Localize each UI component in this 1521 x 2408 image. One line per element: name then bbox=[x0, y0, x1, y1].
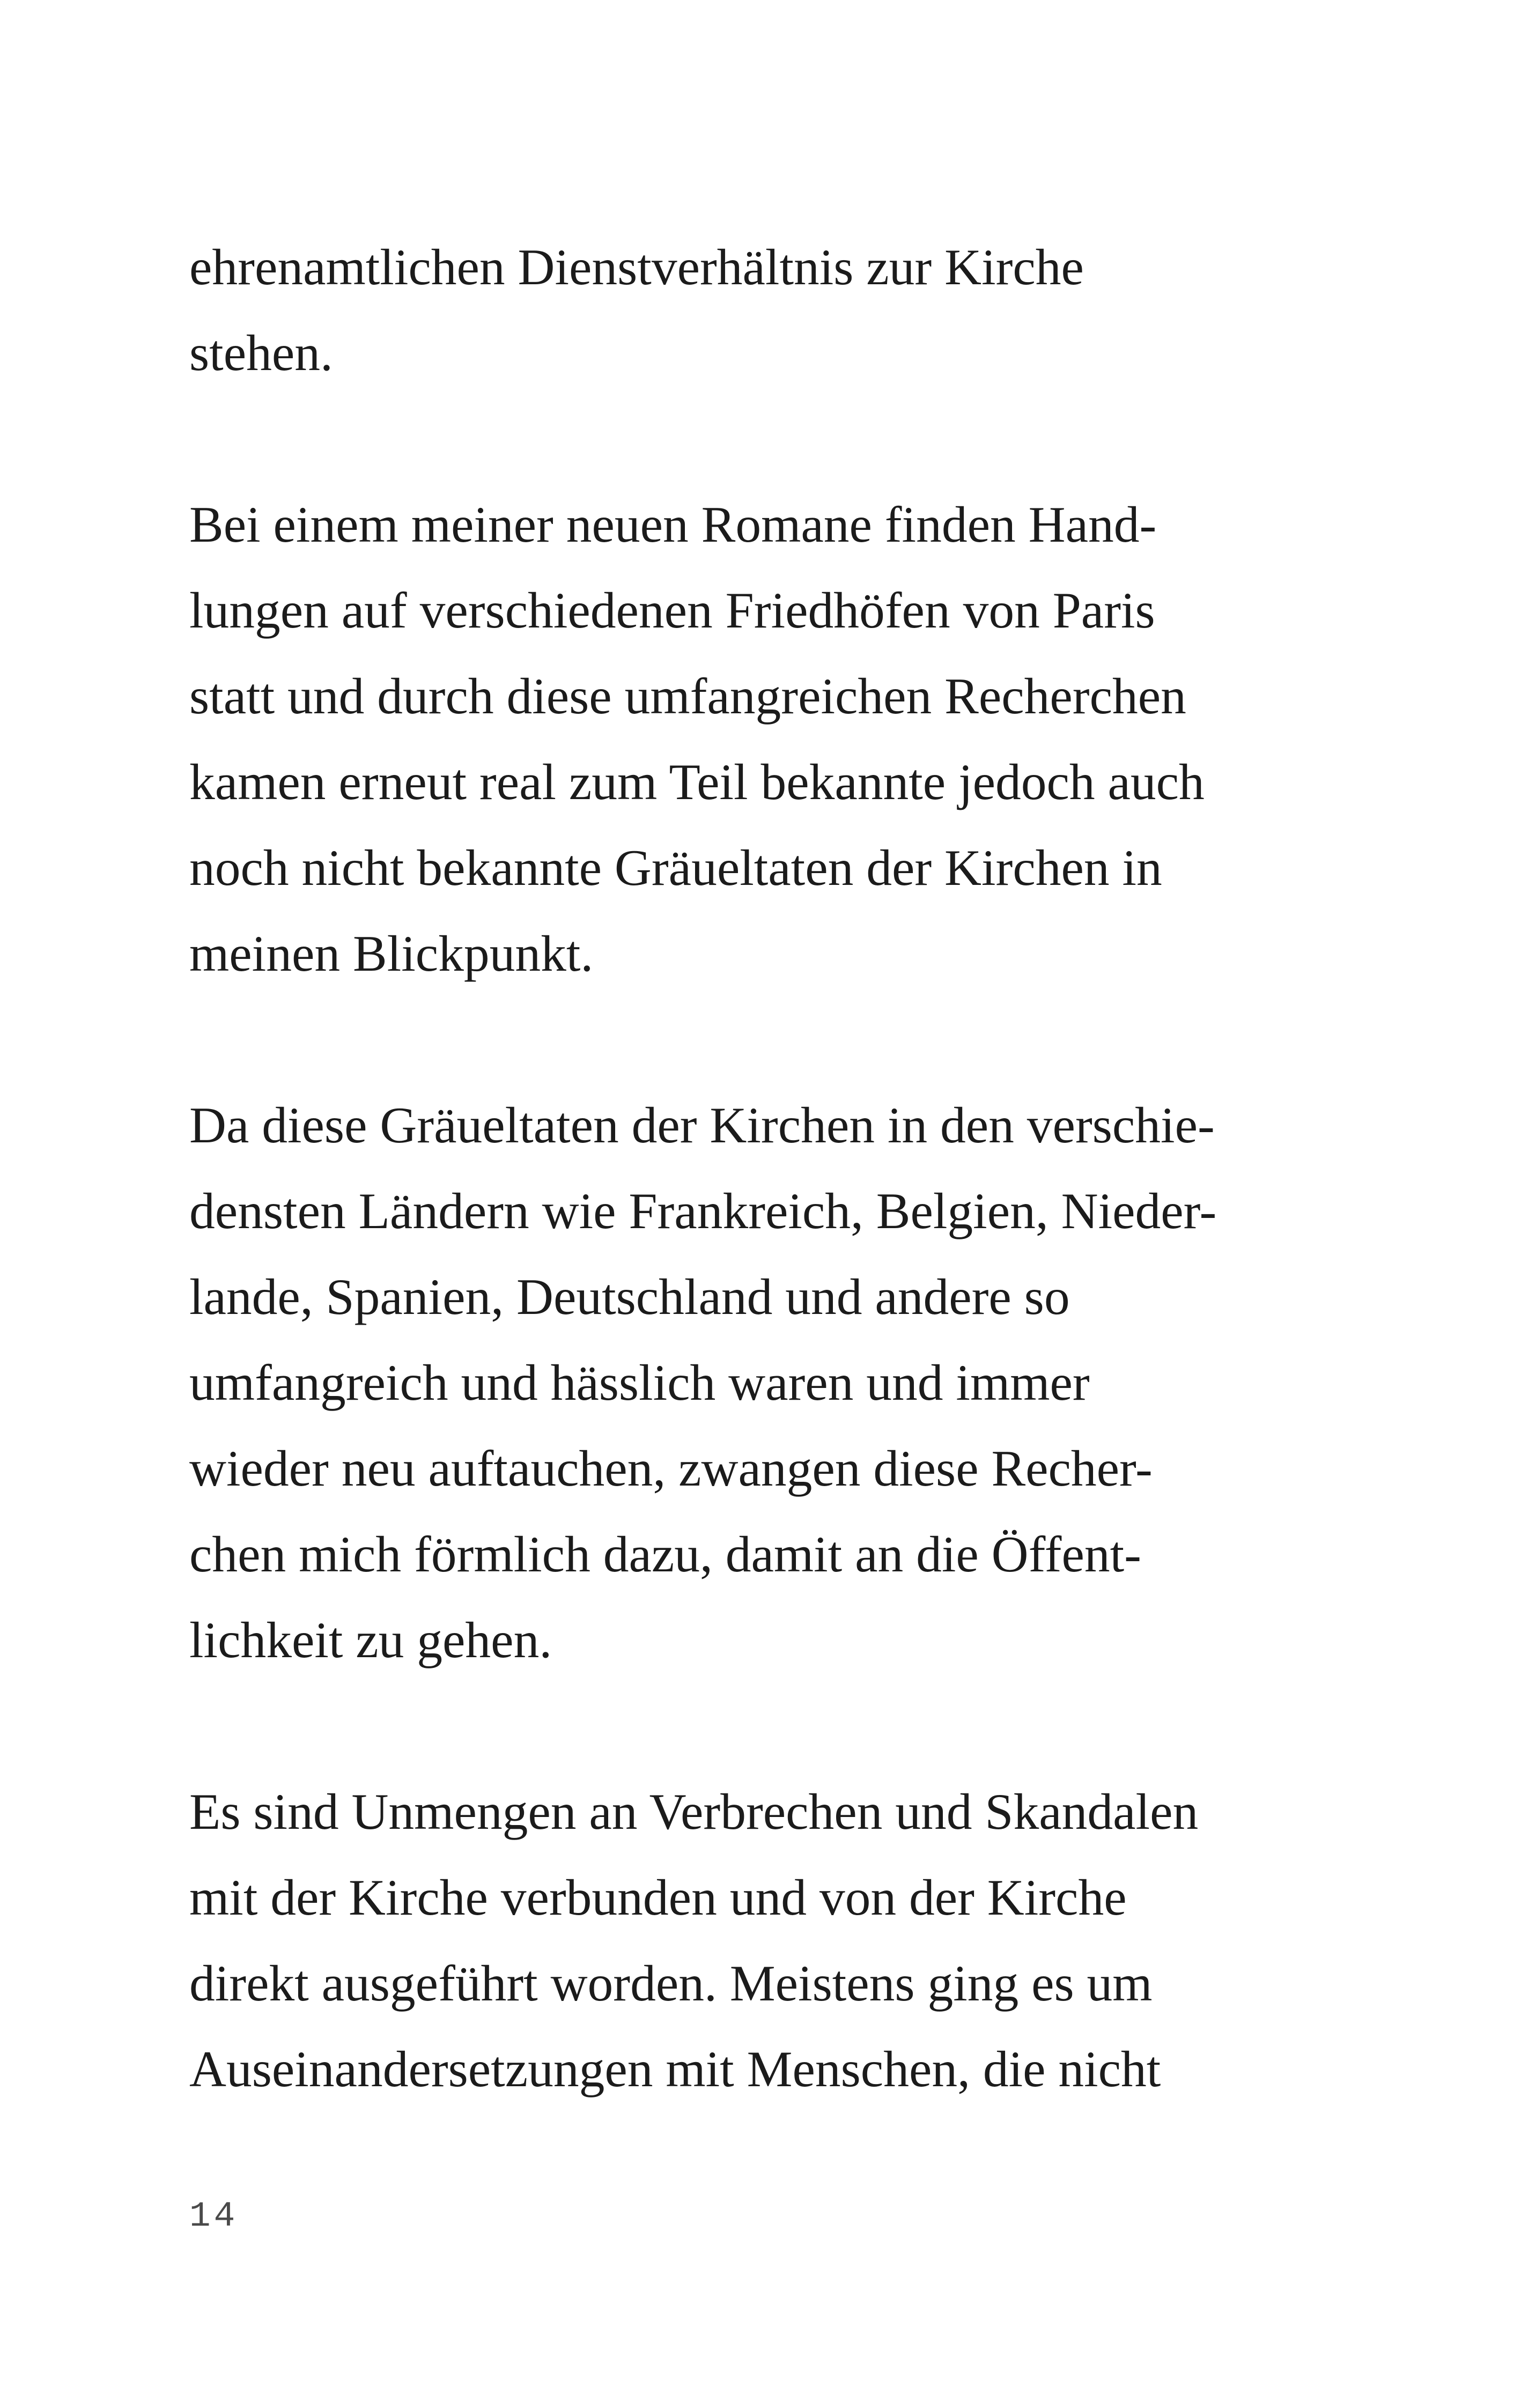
text-line: Da diese Gräueltaten der Kirchen in den verschie- bbox=[189, 1097, 1215, 1154]
paragraph bbox=[189, 1082, 1294, 1683]
paragraph bbox=[189, 482, 1294, 996]
text-line: Es sind Unmengen an Verbrechen und Skandalen bbox=[189, 1783, 1199, 1840]
text-line: mit der Kirche verbunden und von der Kirche bbox=[189, 1869, 1127, 1926]
paragraph-gap bbox=[189, 996, 1294, 1082]
text-line: densten Ländern wie Frankreich, Belgien, Nieder- bbox=[189, 1183, 1217, 1239]
text-line: Bei einem meiner neuen Romane finden Hand- bbox=[189, 496, 1157, 553]
text-line: lichkeit zu gehen. bbox=[189, 1612, 552, 1668]
text-line: chen mich förmlich dazu, damit an die Öffent- bbox=[189, 1526, 1141, 1583]
text-line: direkt ausgeführt worden. Meistens ging es um bbox=[189, 1955, 1153, 2012]
text-line: noch nicht bekannte Gräueltaten der Kirchen in bbox=[189, 839, 1162, 896]
paragraph-gap bbox=[189, 396, 1294, 482]
page-number: 14 bbox=[189, 2196, 239, 2236]
text-line: umfangreich und hässlich waren und immer bbox=[189, 1354, 1090, 1411]
text-line: meinen Blickpunkt. bbox=[189, 925, 594, 982]
text-line: statt und durch diese umfangreichen Recherchen bbox=[189, 668, 1186, 725]
text-line: ehrenamtlichen Dienstverhältnis zur Kirche bbox=[189, 239, 1084, 296]
paragraph bbox=[189, 224, 1294, 396]
text-line: Auseinandersetzungen mit Menschen, die nicht bbox=[189, 2041, 1161, 2097]
text-line: stehen. bbox=[189, 324, 333, 381]
text-line: lande, Spanien, Deutschland und andere so bbox=[189, 1268, 1070, 1325]
paragraph-gap bbox=[189, 1683, 1294, 1769]
text-line: lungen auf verschiedenen Friedhöfen von Paris bbox=[189, 582, 1155, 639]
text-line: kamen erneut real zum Teil bekannte jedoch auch bbox=[189, 754, 1205, 810]
text-line: wieder neu auftauchen, zwangen diese Recher- bbox=[189, 1440, 1153, 1497]
paragraph bbox=[189, 1769, 1294, 2112]
body-text bbox=[189, 224, 1294, 2112]
